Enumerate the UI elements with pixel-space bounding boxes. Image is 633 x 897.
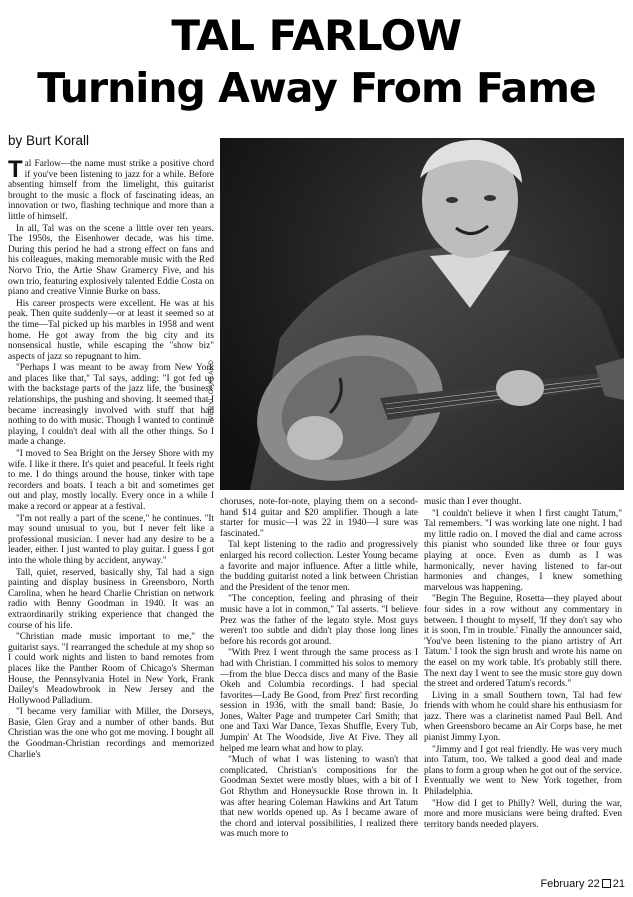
page-folio: [540, 878, 625, 890]
paragraph: "Christian made music important to me," the guitarist says. "I rearranged the schedule at my shop so I could work nights and listen to band remotes from places like the Panther Room of Chicago's Sherman House, the Pennsylvania Hotel in New York, Frank Dailey's Meadowbrook in New Jersey and the Hollywood Palladium.: [8, 632, 214, 706]
column-2: [220, 497, 418, 892]
byline: by Burt Korall: [8, 133, 90, 148]
paragraph: "With Prez I went through the same process as I had with Christian. I committed his solos to memory—from the blue Decca discs and many of the Basie Okeh and Columbia recordings. I had special favorites—Lady Be Good, from Prez' first recording session in 1936, with the small band: Basie, Jo Jones, Walter Page and trumpeter Carl Smith; that one and Taxi War Dance, Texas Shuffle, Every Tub, Jumpin' At The Woodside, Jive At Five. They all helped me learn what and how to play.: [220, 648, 418, 754]
photo-credit: VERYL OAKLAND: [208, 359, 215, 420]
paragraph: "The conception, feeling and phrasing of their music have a lot in common," Tal asserts. "I believe Prez was the father of the legato style. Most guys weren't too subtle and didn't play those long lines before his records got around.: [220, 594, 418, 647]
paragraph: Tal Farlow—the name must strike a positive chord if you've been listening to jazz for a while. Before absenting himself from the limelight, this guitarist brought to the music a flock of fascinating ideas, an innovation or two, flashing technique and more than a little of himself.: [8, 159, 214, 222]
paragraph: music than I ever thought.: [424, 497, 522, 507]
paragraph: "I'm not really a part of the scene," he continues. "It may sound unusual to you, but I never felt like a professional musician. I never had any desire to be a leader, either. I just wanted to play guitar. I guess I got into the whole thing by accident, anyway.": [8, 513, 214, 566]
paragraph: "I moved to Sea Bright on the Jersey Shore with my wife. I like it there. It's quiet and peaceful. It feels right to me. I do things around the house, tinker with tape recorders and boats. I teach a bit and sometimes get out and play, mostly locally. Every once in a while I make a record or appear at a festival.: [8, 449, 214, 512]
column-1: [8, 159, 214, 894]
guitarist-illustration: [220, 138, 624, 490]
drop-cap: T: [8, 159, 23, 183]
page-number: 21: [612, 878, 625, 890]
paragraph: "Jimmy and I got real friendly. He was very much into Tatum, too. We talked a good deal and made plans to form a group when he got out of the service. Eventually we went to New York together, from Philadelphia.: [424, 744, 622, 798]
paragraph: "I became very familiar with Miller, the Dorseys, Basie, Glen Gray and a number of other bands. But Christian was the one who got me moving. I bought all the Goodman-Christian recordings and memorized Charlie's: [8, 707, 214, 760]
paragraph: "Much of what I was listening to wasn't that complicated. Christian's compositions for the Goodman Sextet were mostly blues, with a bit of I Got Rhythm and Honeysuckle Rose thrown in. It was after hearing Coleman Hawkins and Art Tatum that new worlds opened up. As I became aware of the chord and interval possibilities, I realized there was much more to: [220, 755, 418, 840]
paragraph: Tal kept listening to the radio and progressively enlarged his record collection. Lester Young became a favorite and major influence. After a little while, the budding guitarist noted a link between Christian and the President of the tenor men.: [220, 540, 418, 593]
paragraph: His career prospects were excellent. He was at his peak. Then quite suddenly—or at least it seemed so at the time—Tal picked up his marbles in 1958 and went home. He got away from the big city and its nonsensical hustle, while escaping the "show biz" aspects of jazz so repugnant to him.: [8, 298, 214, 362]
paragraph: "Begin The Beguine, Rosetta—they played about four sides in a row without any commentary in between. I thought to myself, 'If they don't say who it is soon, I'm in trouble.' Finally the announcer said, 'You've been listening to the piano artistry of Art Tatum.' I took the sign brush and wrote his name on the easel on my work table. It's probably still there. The next day I went to see the music store guy down the street and ordered Tatum's records.": [424, 594, 622, 690]
guitarist-photo: [220, 138, 624, 490]
issue-date: February 22: [540, 878, 600, 890]
paragraph: Living in a small Southern town, Tal had few friends with whom he could share his enthusiasm for jazz. There was a clarinetist named Paul Bell. And when Greensboro became an Air Corps base, he met pianist Jimmy Lyon.: [424, 690, 622, 744]
paragraph: In all, Tal was on the scene a little over ten years. The 1950s, the Eisenhower decade, was his time. During this period he had a strong effect on fans and his colleagues, making memorable music with the Red Norvo Trio, the Artie Shaw Gramercy Five, and his own trio, featuring explosively talented Eddie Costa on piano and creative Vinnie Burke on bass.: [8, 223, 214, 298]
column-3: [424, 497, 622, 867]
paragraph: choruses, note-for-note, playing them on a second-hand $14 guitar and $20 amplifier. Though a late starter for music—I was 22 in 1940—I sure was fascinated.": [220, 497, 418, 539]
paragraph: Tall, quiet, reserved, basically shy, Tal had a sign painting and display business in Greensboro, North Carolina, when he heard Charlie Christian on network radio with Benny Goodman in 1940. It was an extraordinarily striking experience that changed the course of his life.: [8, 567, 214, 631]
headline-subtitle: Turning Away From Fame: [37, 64, 596, 112]
paragraph: "How did I get to Philly? Well, during the war, more and more musicians were being drafted. Even territory bands needed players.: [424, 798, 622, 830]
separator-box: [602, 879, 611, 888]
paragraph: "I couldn't believe it when I first caught Tatum," Tal remembers. "I was working late one night. I had my little radio on. I moved the dial and came across this pianist who sounded like three or four guys playing at once. Even as dumb as I was harmonically, never having listened to far-out harmonies and changes, I knew something marvelous was happening.: [424, 508, 622, 593]
headline-name: TAL FARLOW: [171, 11, 462, 60]
paragraph: "Perhaps I was meant to be away from New York and places like that," Tal says, adding: "I got fed up with the backstage parts of the jazz life, the 'business' relationships, the pushing and shoving. It seemed that I became increasingly involved with stuff that had nothing to do with music. Though I wanted to continue playing, I couldn't deal with all the other things. So I made a change.: [8, 363, 214, 448]
